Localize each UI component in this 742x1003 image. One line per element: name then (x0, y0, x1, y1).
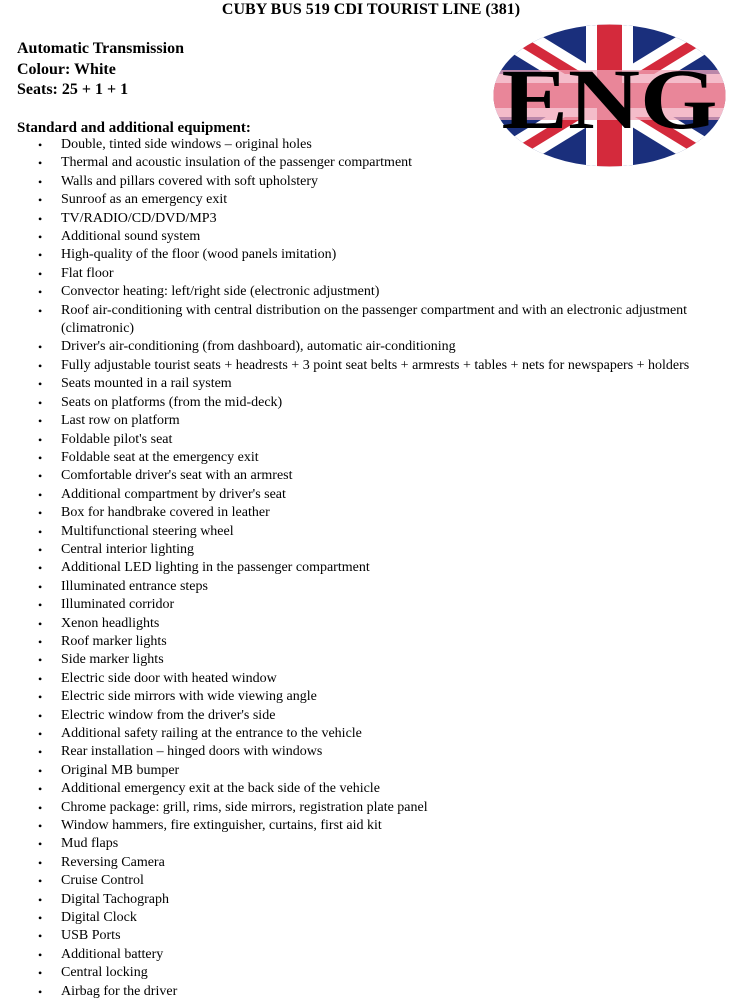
bullet-icon: • (38, 671, 43, 686)
bullet-icon: • (38, 653, 43, 668)
equipment-item-text: Side marker lights (61, 652, 164, 668)
equipment-item-text: Chrome package: grill, rims, side mirrors, registration plate panel (61, 799, 428, 815)
equipment-item (0, 541, 742, 559)
spec-colour: Colour: White (17, 60, 116, 78)
equipment-item (0, 891, 742, 909)
equipment-item-text: Last row on platform (61, 413, 180, 429)
equipment-item (0, 725, 742, 743)
bullet-icon: • (38, 708, 43, 723)
equipment-item (0, 559, 742, 577)
bullet-icon: • (38, 616, 43, 631)
equipment-item-text: Central interior lighting (61, 541, 194, 557)
equipment-item-text: Convector heating: left/right side (electronic adjustment) (61, 284, 380, 300)
bullet-icon: • (38, 193, 43, 208)
equipment-item-text: Double, tinted side windows – original holes (61, 137, 312, 152)
equipment-item-text: Reversing Camera (61, 854, 165, 870)
bullet-icon: • (38, 782, 43, 797)
bullet-icon: • (38, 819, 43, 834)
bullet-icon: • (38, 524, 43, 539)
equipment-heading: Standard and additional equipment: (17, 120, 251, 136)
equipment-item (0, 927, 742, 945)
bullet-icon: • (38, 156, 43, 171)
equipment-item (0, 780, 742, 798)
equipment-item-text: Multifunctional steering wheel (61, 523, 234, 539)
equipment-item (0, 946, 742, 964)
equipment-item-text: Driver's air-conditioning (from dashboard), automatic air-conditioning (61, 339, 456, 355)
bullet-icon: • (38, 745, 43, 760)
equipment-item (0, 375, 742, 393)
bullet-icon: • (38, 690, 43, 705)
equipment-item-text: Sunroof as an emergency exit (61, 192, 228, 208)
bullet-icon: • (38, 947, 43, 962)
bullet-icon: • (38, 561, 43, 576)
equipment-item-text: Fully adjustable tourist seats + headrests + 3 point seat belts + armrests + tables + nets for newspapers + holders (61, 357, 690, 373)
equipment-item (0, 909, 742, 927)
equipment-item-text: Foldable pilot's seat (61, 431, 173, 447)
equipment-item-text: Additional safety railing at the entrance to the vehicle (61, 726, 362, 741)
equipment-item-text: Roof air-conditioning with central distribution on the passenger compartment and with an electronic adjustment (climatronic) (61, 302, 688, 337)
bullet-icon: • (38, 211, 43, 226)
eng-logo-text: ENG (501, 51, 718, 147)
equipment-item (0, 854, 742, 872)
equipment-item-text: Digital Tachograph (61, 891, 170, 907)
bullet-icon: • (38, 285, 43, 300)
equipment-item (0, 817, 742, 835)
bullet-icon: • (38, 837, 43, 852)
equipment-item-text: Seats on platforms (from the mid-deck) (61, 394, 283, 410)
equipment-item-text: Mud flaps (61, 836, 119, 852)
spec-seats: Seats: 25 + 1 + 1 (17, 81, 129, 98)
equipment-item-text: Flat floor (61, 265, 114, 281)
equipment-item (0, 357, 742, 375)
equipment-item-text: Cruise Control (61, 873, 144, 889)
equipment-item (0, 799, 742, 817)
bullet-icon: • (38, 469, 43, 484)
equipment-item-text: Airbag for the driver (61, 983, 178, 999)
bullet-icon: • (38, 395, 43, 410)
equipment-item-text: Xenon headlights (61, 615, 160, 631)
equipment-item-text: Illuminated entrance steps (61, 578, 208, 594)
equipment-item-text: Additional sound system (61, 229, 201, 245)
bullet-icon: • (38, 911, 43, 926)
equipment-item (0, 246, 742, 264)
bullet-icon: • (38, 506, 43, 521)
bullet-icon: • (38, 248, 43, 263)
equipment-item (0, 431, 742, 449)
equipment-item (0, 191, 742, 209)
equipment-item-text: Central locking (61, 965, 148, 981)
equipment-item (0, 651, 742, 669)
equipment-item-text: Original MB bumper (61, 762, 180, 778)
equipment-item-text: Electric window from the driver's side (61, 707, 276, 723)
bullet-icon: • (38, 230, 43, 245)
equipment-item (0, 615, 742, 633)
equipment-item (0, 596, 742, 614)
equipment-item (0, 228, 742, 246)
equipment-item (0, 707, 742, 725)
equipment-item (0, 743, 742, 761)
equipment-item (0, 670, 742, 688)
equipment-item-text: Electric side mirrors with wide viewing angle (61, 689, 317, 705)
equipment-item (0, 173, 742, 191)
bullet-icon: • (38, 340, 43, 355)
equipment-item-text: Additional LED lighting in the passenger compartment (61, 560, 370, 576)
equipment-item-text: Electric side door with heated window (61, 670, 277, 686)
equipment-item-text: Box for handbrake covered in leather (61, 505, 270, 521)
bullet-icon: • (38, 634, 43, 649)
equipment-item-text: Rear installation – hinged doors with windows (61, 744, 323, 760)
bullet-icon: • (38, 892, 43, 907)
equipment-item (0, 578, 742, 596)
bullet-icon: • (38, 414, 43, 429)
equipment-item-text: TV/RADIO/CD/DVD/MP3 (61, 210, 217, 226)
bullet-icon: • (38, 966, 43, 981)
equipment-item (0, 449, 742, 467)
equipment-item-text: Additional emergency exit at the back side of the vehicle (61, 781, 380, 797)
bullet-icon: • (38, 377, 43, 392)
bullet-icon: • (38, 358, 43, 373)
equipment-item (0, 762, 742, 780)
bullet-icon: • (38, 266, 43, 281)
bullet-icon: • (38, 487, 43, 502)
equipment-item-text: Comfortable driver's seat with an armrest (61, 468, 293, 484)
spec-transmission: Automatic Transmission (17, 40, 184, 57)
equipment-item-text: Window hammers, fire extinguisher, curtains, first aid kit (61, 818, 382, 834)
bullet-icon: • (38, 929, 43, 944)
equipment-item (0, 210, 742, 228)
equipment-item (0, 504, 742, 522)
equipment-item (0, 523, 742, 541)
bullet-icon: • (38, 450, 43, 465)
equipment-item (0, 835, 742, 853)
bullet-icon: • (38, 598, 43, 613)
equipment-item (0, 394, 742, 412)
vehicle-specs (17, 39, 184, 101)
equipment-item-text: Additional compartment by driver's seat (61, 486, 286, 502)
equipment-item (0, 302, 742, 339)
equipment-item-text: Illuminated corridor (61, 597, 175, 613)
equipment-item-text: Foldable seat at the emergency exit (61, 449, 259, 465)
bullet-icon: • (38, 432, 43, 447)
bullet-icon: • (38, 303, 43, 318)
equipment-item (0, 283, 742, 301)
equipment-item-text: Roof marker lights (61, 633, 167, 649)
equipment-item-text: Walls and pillars covered with soft upholstery (61, 173, 319, 189)
bullet-icon: • (38, 874, 43, 889)
equipment-item-text: High-quality of the floor (wood panels imitation) (61, 247, 337, 263)
equipment-item (0, 338, 742, 356)
bullet-icon: • (38, 800, 43, 815)
equipment-item-text: Additional battery (61, 946, 164, 962)
bullet-icon: • (38, 984, 43, 999)
equipment-item (0, 983, 742, 1001)
equipment-item (0, 412, 742, 430)
equipment-item (0, 964, 742, 982)
equipment-item (0, 265, 742, 283)
equipment-item (0, 872, 742, 890)
bullet-icon: • (38, 727, 43, 741)
equipment-list (0, 136, 742, 1001)
equipment-item (0, 486, 742, 504)
eng-flag-logo (493, 24, 726, 167)
equipment-item (0, 633, 742, 651)
bullet-icon: • (38, 579, 43, 594)
bullet-icon: • (38, 855, 43, 870)
equipment-item-text: USB Ports (61, 928, 121, 944)
equipment-item-text: Seats mounted in a rail system (61, 376, 232, 392)
bullet-icon: • (38, 138, 43, 152)
equipment-item-text: Thermal and acoustic insulation of the passenger compartment (61, 155, 413, 171)
bullet-icon: • (38, 542, 43, 557)
equipment-item (0, 688, 742, 706)
bullet-icon: • (38, 174, 43, 189)
equipment-item (0, 467, 742, 485)
page-title: CUBY BUS 519 CDI TOURIST LINE (381) (221, 1, 521, 18)
equipment-item-text: Digital Clock (61, 910, 137, 926)
bullet-icon: • (38, 763, 43, 778)
